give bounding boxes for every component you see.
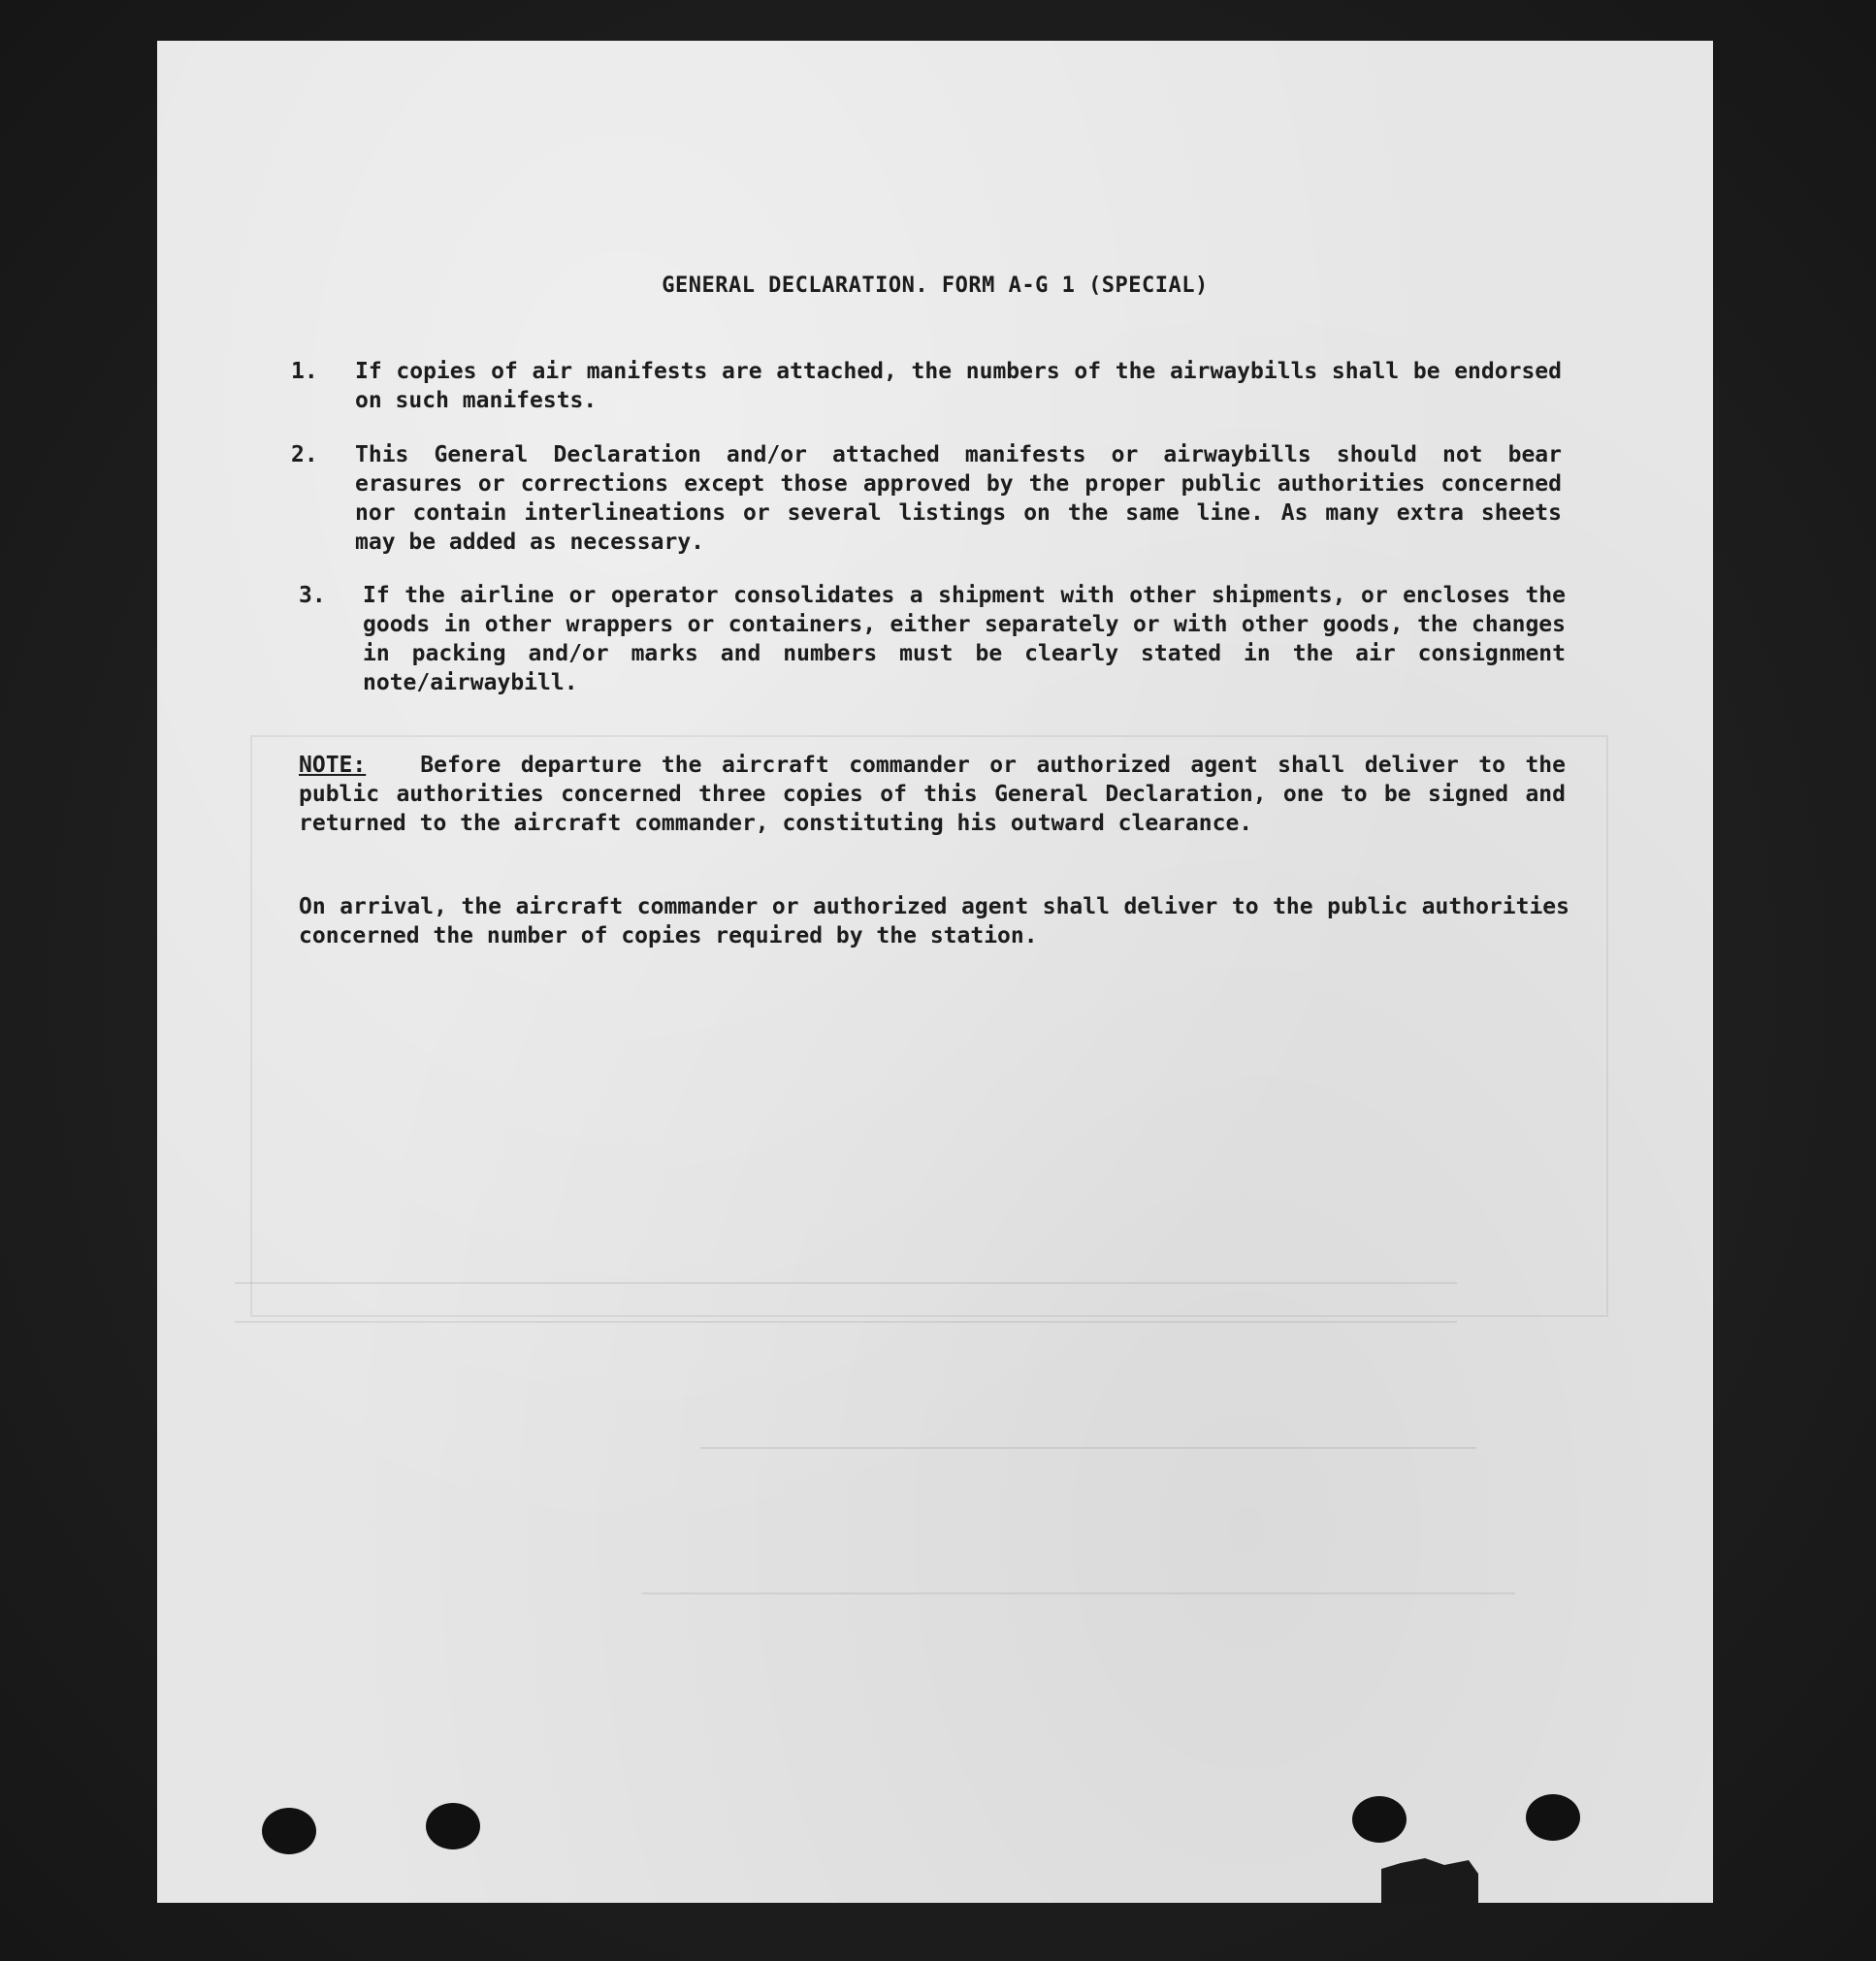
item-number: 1. [291, 359, 318, 384]
instruction-item-3 [299, 581, 1566, 697]
item-number: 2. [291, 442, 318, 467]
punch-hole [1526, 1794, 1580, 1841]
note-label: NOTE: [299, 753, 367, 778]
item-text: This General Declaration and/or attached manifests or airwaybills should not bear erasures or corrections except those approved by the proper public authorities concerned nor contain interlineations or several listings on the same line. As many extra sheets may be added as necessary. [355, 442, 1562, 555]
document-title: GENERAL DECLARATION. FORM A-G 1 (SPECIAL) [662, 273, 1209, 298]
show-through-marks [157, 41, 1713, 1903]
item-text: If copies of air manifests are attached, the numbers of the airwaybills shall be endorsed on such manifests. [355, 359, 1562, 413]
instruction-item-2 [291, 440, 1562, 557]
arrival-paragraph: On arrival, the aircraft commander or authorized agent shall deliver to the public authorities concerned the number of copies required by the station. [299, 894, 1569, 948]
note-text: Before departure the aircraft commander or authorized agent shall deliver to the public authorities concerned three copies of this General Declaration, one to be signed and returned to the aircraft commander, constituting his outward clearance. [299, 753, 1566, 836]
punch-hole [426, 1803, 480, 1849]
instruction-item-1 [291, 357, 1562, 415]
torn-edge [1381, 1854, 1478, 1903]
item-text: If the airline or operator consolidates a shipment with other shipments, or encloses the goods in other wrappers or containers, either separately or with other goods, the changes in packing and/or marks and numbers must be clearly stated in the air consignment note/airwaybill. [363, 583, 1566, 695]
note-paragraph [299, 751, 1566, 838]
item-number: 3. [299, 583, 326, 608]
punch-hole [262, 1808, 316, 1854]
punch-hole [1352, 1796, 1407, 1843]
document-page [157, 41, 1713, 1903]
